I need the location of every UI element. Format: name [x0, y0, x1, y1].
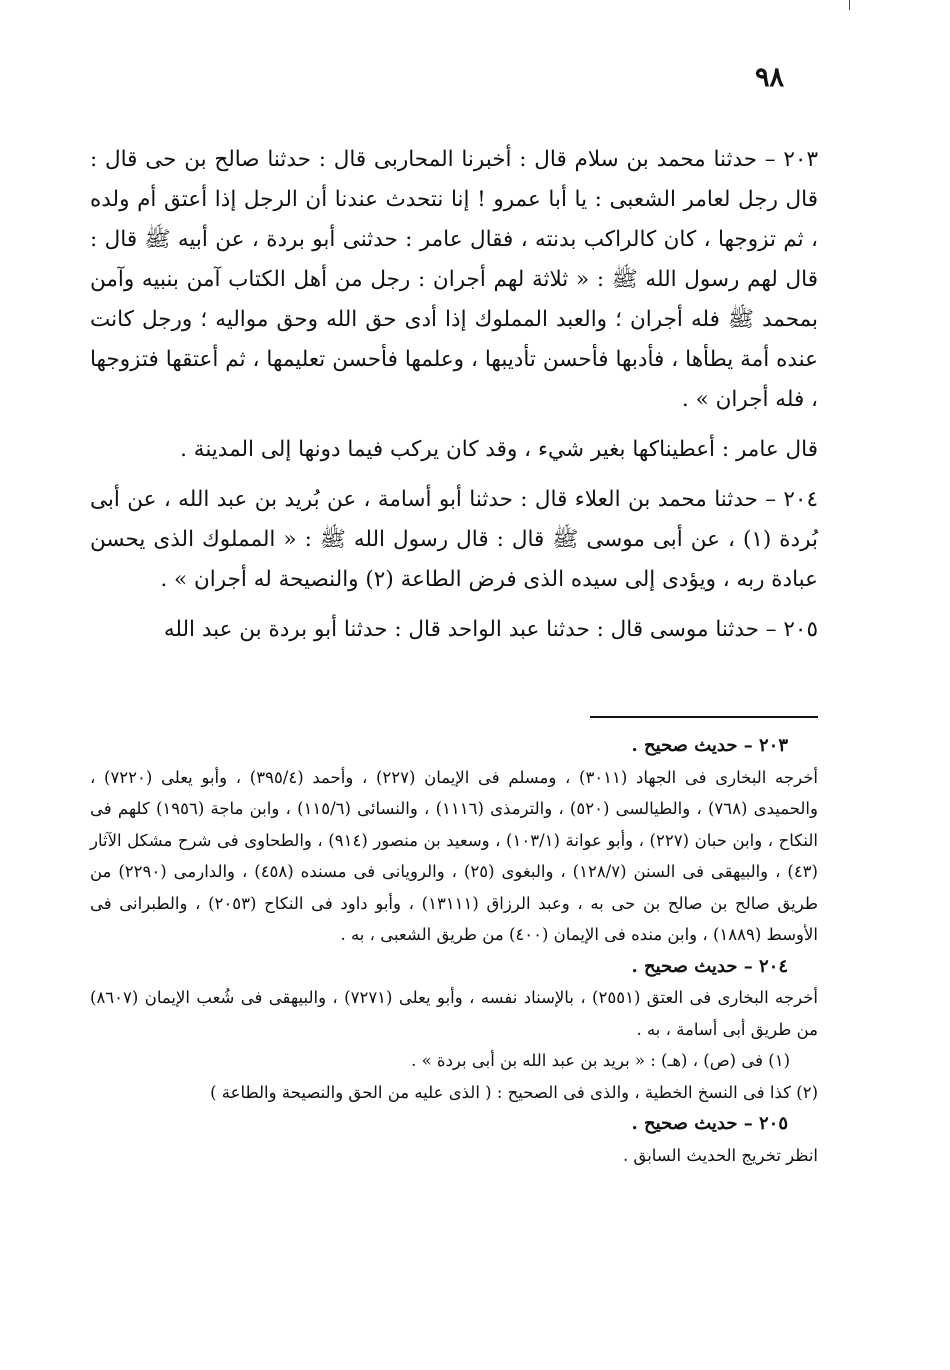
page-number: ٩٨	[755, 62, 785, 93]
footnote-note-1: (١) فى (ص) ، (هـ) : « بريد بن عبد الله بن أبى بردة » .	[411, 1051, 790, 1070]
hadith-203: ٢٠٣ – حدثنا محمد بن سلام قال : أخبرنا المحاربى قال : حدثنا صالح بن حى قال : قال رجل لعامر الشعبى : يا أبا عمرو ! إنا نتحدث عندنا أن الرجل إذا أعتق أم ولده ، ثم تزوجها ، كان كالراكب بدنته ، فقال عامر : حدثنى أبو بردة ، عن أبيه ﷺ قال : قال لهم رسول الله ﷺ : « ثلاثة لهم أجران : رجل من أهل الكتاب آمن بنبيه وآمن بمحمد ﷺ فله أجران ؛ والعبد المملوك إذا أدى حق الله وحق مواليه ؛ ورجل كانت عنده أمة يطأها ، فأدبها فأحسن تأديبها ، وعلمها فأحسن تعليمها ، ثم أعتقها فتزوجها ، فله أجران » .	[90, 147, 818, 412]
hadith-203-comment: قال عامر : أعطيناكها بغير شيء ، وقد كان يركب فيما دونها إلى المدينة .	[180, 437, 818, 462]
footnote-205-heading: ٢٠٥ – حديث صحيح .	[631, 1113, 788, 1134]
footnote-204-text: أخرجه البخارى فى العتق (٢٥٥١) ، بالإسناد نفسه ، وأبو يعلى (٧٢٧١) ، والبيهقى فى شُعب الإيمان (٨٦٠٧) من طريق أبى أسامة ، به .	[90, 988, 818, 1039]
hadith-204: ٢٠٤ – حدثنا محمد بن العلاء قال : حدثنا أبو أسامة ، عن بُريد بن عبد الله ، عن أبى بُردة (١) ، عن أبى موسى ﷺ قال : قال رسول الله ﷺ : « المملوك الذى يحسن عبادة ربه ، ويؤدى إلى سيده الذى فرض الطاعة (٢) والنصيحة له أجران » .	[90, 487, 818, 592]
footnote-204-heading: ٢٠٤ – حديث صحيح .	[631, 955, 788, 977]
footnote-note-2: (٢) كذا فى النسخ الخطية ، والذى فى الصحيح : ( الذى عليه من الحق والنصيحة والطاعة )	[210, 1082, 818, 1102]
footnote-203-text: أخرجه البخارى فى الجهاد (٣٠١١) ، ومسلم فى الإيمان (٢٢٧) ، وأحمد (٣٩٥/٤) ، وأبو يعلى (٧٢٢٠) ، والحميدى (٧٦٨) ، والطيالسى (٥٢٠) ، والترمذى (١١١٦) ، والنسائى (١١٥/٦) ، وابن ماجة (١٩٥٦) كلهم فى النكاح ، وابن حبان (٢٢٧) ، وأبو عوانة (١٠٣/١) ، وسعيد بن منصور (٩١٤) ، والطحاوى فى شرح مشكل الآثار (٤٣) ، والبيهقى فى السنن (١٢٨/٧) ، والبغوى (٢٥) ، والرويانى فى مسنده (٤٥٨) ، والدارمى (٢٢٩٠) من طريق صالح بن صالح بن حى به ، وعبد الرزاق (١٣١١١) ، وأبو داود فى النكاح (٢٠٥٣) ، والطبرانى فى الأوسط (١٨٨٩) ، وابن منده فى الإيمان (٤٠٠) من طريق الشعبى ، به .	[90, 767, 819, 944]
footnote-separator	[590, 716, 818, 718]
hadith-body	[90, 140, 818, 650]
footnotes-section	[90, 730, 818, 1171]
footnote-205-text: انظر تخريج الحديث السابق .	[622, 1145, 818, 1165]
footnote-203-heading: ٢٠٣ – حديث صحيح .	[631, 735, 788, 756]
hadith-205: ٢٠٥ – حدثنا موسى قال : حدثنا عبد الواحد قال : حدثنا أبو بردة بن عبد الله	[163, 617, 818, 642]
scan-corner-mark	[849, 0, 850, 10]
